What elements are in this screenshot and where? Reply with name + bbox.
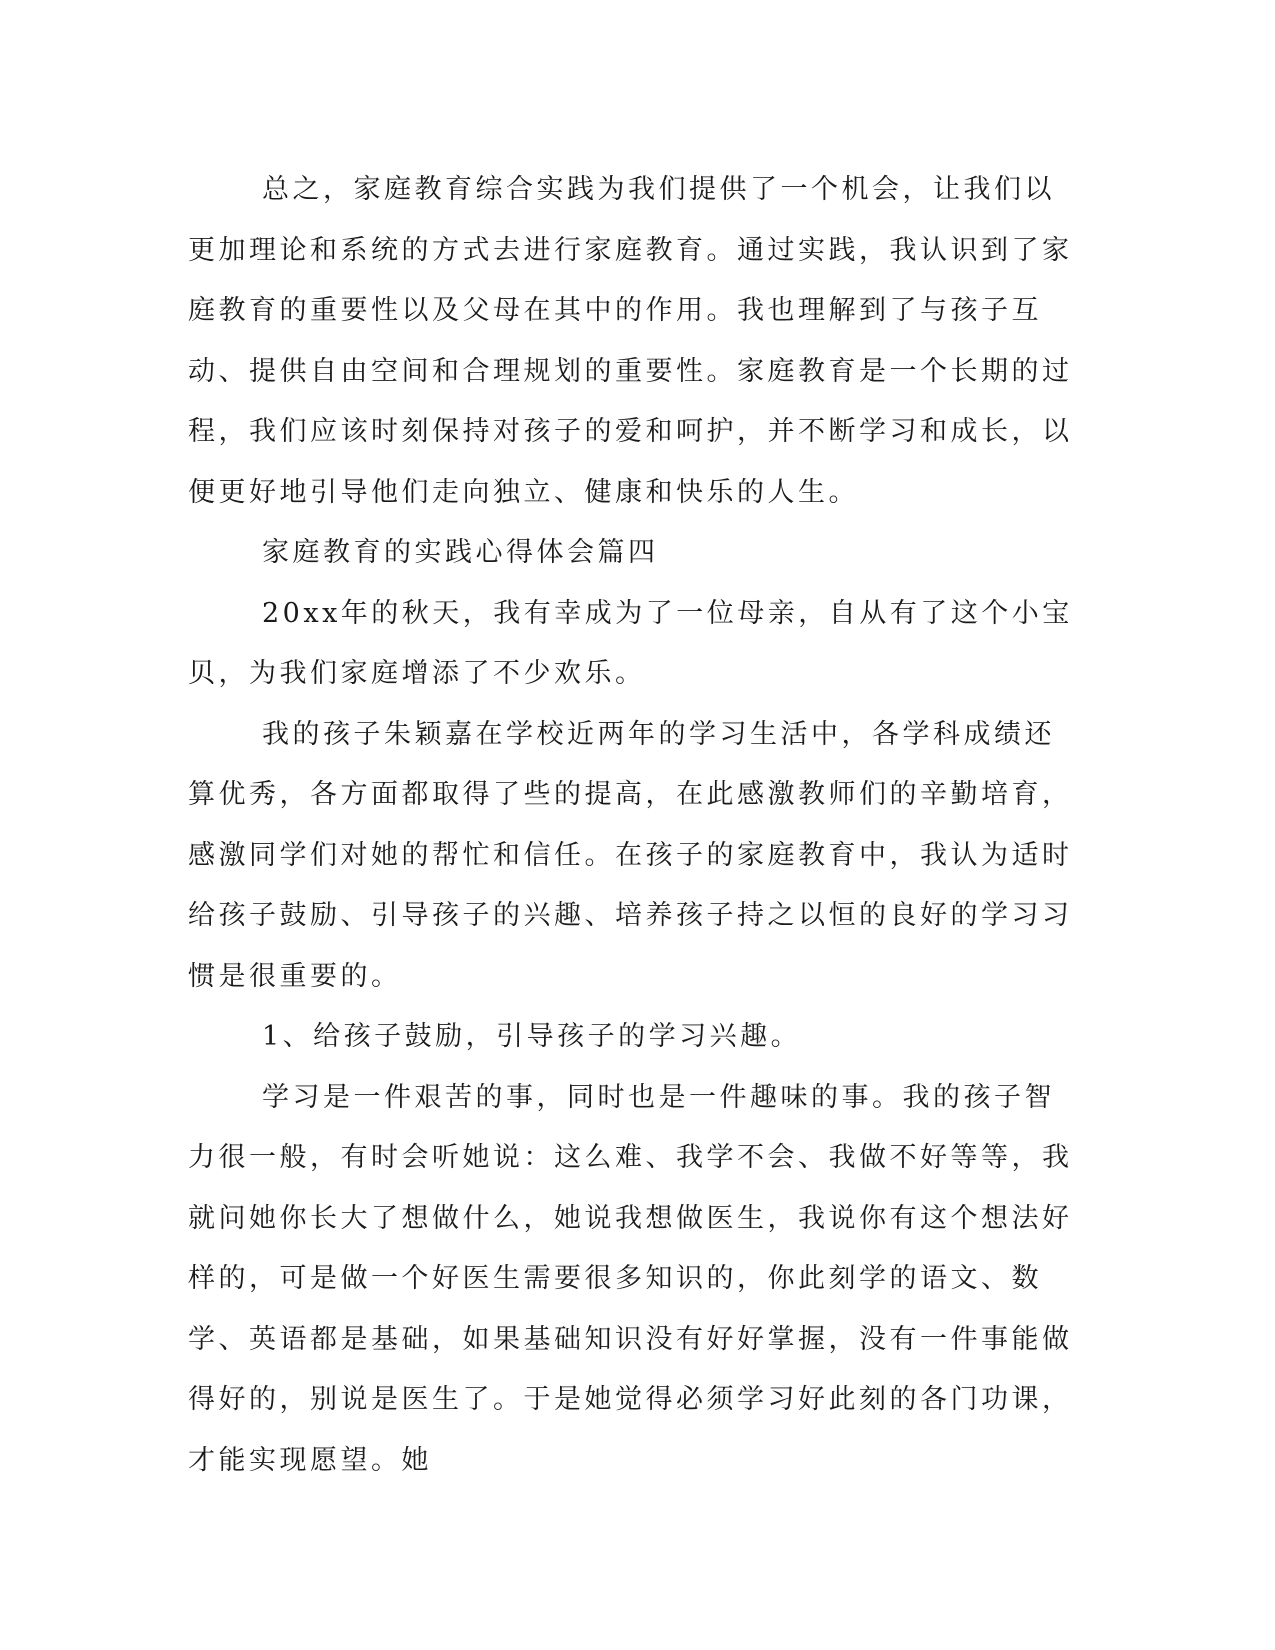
document-body xyxy=(188,160,1078,1491)
paragraph-child-performance: 我的孩子朱颖嘉在学校近两年的学习生活中，各学科成绩还算优秀，各方面都取得了些的提高，在此感激教师们的辛勤培育，感激同学们对她的帮忙和信任。在孩子的家庭教育中，我认为适时给孩子鼓励、引导孩子的兴趣、培养孩子持之以恒的良好的学习习惯是很重要的。 xyxy=(188,718,1073,992)
section-heading: 家庭教育的实践心得体会篇四 xyxy=(262,537,659,568)
paragraph-learning-interest: 学习是一件艰苦的事，同时也是一件趣味的事。我的孩子智力很一般，有时会听她说：这么难、我学不会、我做不好等等，我就问她你长大了想做什么，她说我想做医生，我说你有这个想法好样的，可是做一个好医生需要很多知识的，你此刻学的语文、数学、英语都是基础，如果基础知识没有好好掌握，没有一件事能做得好的，别说是医生了。于是她觉得必须学习好此刻的各门功课，才能实现愿望。她 xyxy=(188,1081,1073,1476)
subheading-encouragement: 1、给孩子鼓励，引导孩子的学习兴趣。 xyxy=(262,1021,802,1052)
paragraph-intro: 20xx年的秋天，我有幸成为了一位母亲，自从有了这个小宝贝，为我们家庭增添了不少欢乐。 xyxy=(188,597,1073,689)
paragraph-conclusion: 总之，家庭教育综合实践为我们提供了一个机会，让我们以更加理论和系统的方式去进行家庭教育。通过实践，我认识到了家庭教育的重要性以及父母在其中的作用。我也理解到了与孩子互动、提供自由空间和合理规划的重要性。家庭教育是一个长期的过程，我们应该时刻保持对孩子的爱和呵护，并不断学习和成长，以便更好地引导他们走向独立、健康和快乐的人生。 xyxy=(188,174,1073,508)
